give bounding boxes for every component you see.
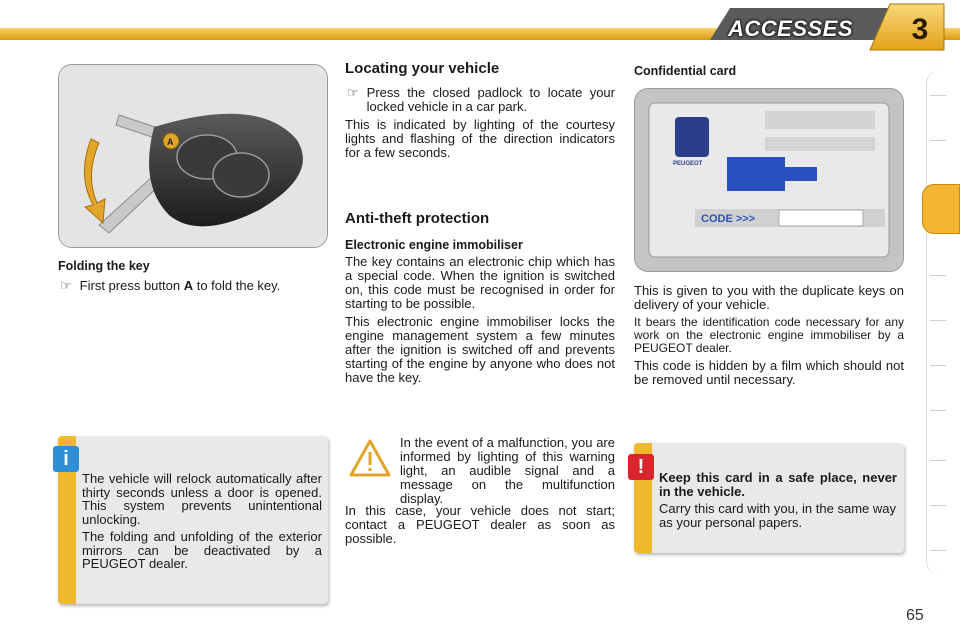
tab-divider (930, 460, 946, 461)
card-text-2: It bears the identification code necessary for any work on the electronic engine immobiliser by a PEUGEOT dealer. (634, 315, 904, 355)
alert-box (634, 443, 904, 553)
chapter-tab-active[interactable] (922, 184, 960, 234)
info-relock-text: The vehicle will relock automatically after thirty seconds unless a door is opened. This system prevents unintentional unlocking. (82, 471, 322, 527)
section-title: ACCESSES (728, 16, 854, 41)
tab-divider (930, 505, 946, 506)
page-number: 65 (906, 607, 924, 624)
pointing-hand-icon: ☞ (60, 278, 72, 293)
locating-text: This is indicated by lighting of the courtesy lights and flashing of the direction indicators for a few seconds. (345, 117, 615, 160)
info-box (58, 436, 328, 604)
card-code-label: CODE >>> (701, 213, 756, 225)
immobiliser-text-2: This electronic engine immobiliser locks the engine management system a few minutes after the ignition is switched off and prevents starting of the engine by anyone who does not have the key. (345, 314, 615, 385)
chapter-tab-rail (926, 70, 960, 575)
alert-bold-text: Keep this card in a safe place, never in the vehicle. (659, 470, 897, 499)
card-brand: PEUGEOT (673, 161, 703, 167)
info-icon: i (53, 446, 79, 472)
tab-divider (930, 320, 946, 321)
immobiliser-subheading: Electronic engine immobiliser (345, 238, 523, 252)
locating-instruction: ☞ Press the closed padlock to locate your locked vehicle in a car park. (347, 85, 615, 114)
warning-text: In the event of a malfunction, you are informed by lighting of this warning light, an audible signal and a message on the multifunction display. (400, 435, 615, 506)
locating-heading: Locating your vehicle (345, 60, 500, 77)
key-illustration (58, 64, 328, 248)
button-a-label: A (167, 137, 174, 147)
card-text-3: This code is hidden by a film which should not be removed until necessary. (634, 358, 904, 387)
immobiliser-text-1: The key contains an electronic chip which has a special code. When the ignition is switched on, this code must be recognised in order for starting to be possible. (345, 254, 615, 311)
alert-text: Carry this card with you, in the same way as your personal papers. (659, 501, 896, 530)
tab-divider (930, 410, 946, 411)
folding-heading: Folding the key (58, 259, 150, 273)
antitheft-heading: Anti-theft protection (345, 210, 490, 227)
warning-action-text: In this case, your vehicle does not start; contact a PEUGEOT dealer as soon as possible. (345, 503, 615, 546)
card-text-1: This is given to you with the duplicate keys on delivery of your vehicle. (634, 283, 904, 312)
info-mirrors-text: The folding and unfolding of the exterior mirrors can be deactivated by a PEUGEOT dealer. (82, 529, 322, 571)
alert-icon: ! (628, 454, 654, 480)
folding-instruction: ☞ First press button A to fold the key. (60, 278, 281, 293)
confidential-card-illustration (634, 88, 904, 272)
tab-divider (930, 140, 946, 141)
warning-triangle-icon (348, 438, 392, 478)
tab-divider (930, 95, 946, 96)
tab-divider (930, 275, 946, 276)
confidential-heading: Confidential card (634, 64, 737, 78)
pointing-hand-icon: ☞ (347, 85, 359, 100)
tab-divider (930, 365, 946, 366)
tab-divider (930, 550, 946, 551)
chapter-number: 3 (911, 13, 929, 46)
